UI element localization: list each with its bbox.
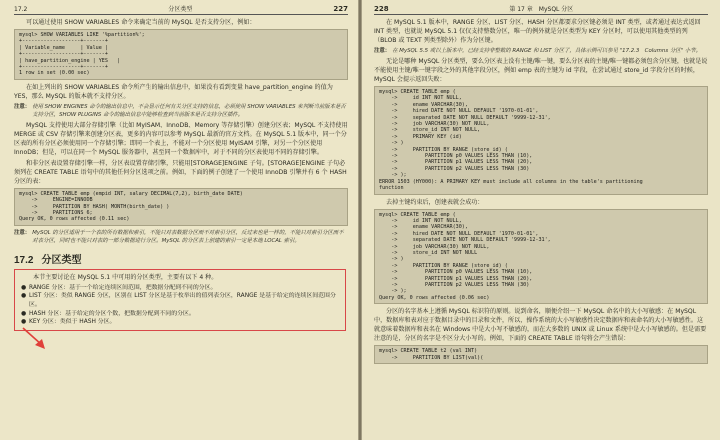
list-item — [21, 310, 341, 319]
right-paragraph-1: 在 MySQL 5.1 版本中，RANGE 分区、LIST 分区、HASH 分区都要求分区键必须是 INT 类型，或者通过表达式返回 INT 类型，也就说 MySQL 5.1 仅仅支持整数分区，唯一的例外就是分区类型为 KEY 分区时，可以使用其他类型的列（BLOB 或 TEXT 列类型除外）作为分区键。 — [374, 19, 701, 44]
note-text: MySQL 的分区适用于一个表的所有数据和索引，不能只对表数据分区而不对索引分区，反过来也是一样的，不能只对索引分区而不对表分区，同时也不能只对表的一部分数据进行分区。MySQL 的分区表上创建的索引一定是本地 LOCAL 索引。 — [32, 229, 344, 244]
note-text: 在 MySQL 5.5 或以上版本中，已经支持非整数的 RANGE 和 LIST 分区了，具体示例可以参见 "17.2.3 Columns 分区" 小节。 — [392, 48, 701, 54]
left-page — [0, 0, 358, 440]
left-code-create-emp: mysql> CREATE TABLE emp (empid INT, salary DECIMAL(7,2), birth_date DATE) -> ENGINE=INNODB -> PARTITION BY HASH( MONTH(birth_date) ) -> PARTITIONS 6; Query OK, 0 rows affected (0.11 sec) — [14, 188, 348, 226]
bullet-icon: ● — [21, 319, 27, 326]
partition-type-list — [21, 284, 341, 327]
bullet-text: LIST 分区：类似 RANGE 分区，区别在 LIST 分区是基于枚举出的值列表分区，RANGE 是基于给定的连续区间范围分区。 — [29, 293, 336, 309]
left-note-2 — [14, 229, 348, 245]
section-heading — [14, 251, 348, 266]
note-text: 使用 SHOW ENGINES 命令的输出信息中，不会显示任何有关分区支持的信息，必须使用 SHOW VARIABLES 来判断当前版本是否支持分区，SHOW PLUGINS 命令的输出信息中能够检查到当前版本是否支持分区插件。 — [32, 103, 346, 118]
left-code-show-variables: mysql> SHOW VARIABLES LIKE '%partition%'; +-------------------+-------+ | Variable_name | Value | +-------------------+-------+ | have_partition_engine | YES | +-------------------+-------+ 1 row in set (0.00 sec) — [14, 29, 348, 80]
left-paragraph-2: 在如上列出的 SHOW VARIABLES 命令所产生的输出信息中，如果没有看到变量 have_partition_engine 的值为 YES，那么 MySQL 的版本就不支持分区。 — [14, 83, 333, 100]
right-running-head — [374, 4, 708, 15]
section-number: 17.2 — [14, 254, 34, 266]
left-page-number: 227 — [333, 5, 348, 13]
note-label: 注意： — [14, 229, 31, 236]
right-page — [362, 0, 720, 440]
left-head-title: 分区类型 — [168, 6, 193, 13]
right-code-error-example: mysql> CREATE TABLE emp ( -> id INT NOT NULL, -> ename VARCHAR(30), -> hired DATE NOT NULL DEFAULT '1970-01-01', -> separated DATE NOT NULL DEFAULT '9999-12-31', -> job VARCHAR(30) NOT NULL, -> store_id INT NOT NULL, -> PRIMARY KEY (id) -> ) -> PARTITION BY RANGE (store_id) ( -> PARTITION p0 VALUES LESS THAN (10), -> PARTITION p1 VALUES LESS THAN (20), -> PARTITION p2 VALUES LESS THAN (30) -> ); ERROR 1503 (HY000): A PRIMARY KEY must include all columns in the table's partitioning function — [374, 86, 708, 195]
section-title: 分区类型 — [41, 254, 82, 266]
right-note — [374, 47, 708, 55]
right-head-title: 第 17 章 MySQL 分区 — [509, 6, 574, 13]
bullet-text: HASH 分区：基于给定的分区个数，把数据分配到不同的分区。 — [29, 310, 195, 317]
bullet-icon: ● — [21, 284, 27, 291]
highlight-box — [14, 269, 346, 331]
left-paragraph-4: 和非分区表设置存储引擎一样，分区表设置存储引擎，只能用[STORAGE]ENGINE 子句。[STORAGE]ENGINE 子句必须列在 CREATE TABLE 语句中的其他任何分区选项之前。例如，下面的例子创建了一个使用 InnoDB 引擎并有 6 个 HASH 分区的表： — [14, 159, 347, 185]
right-code-success-example: mysql> CREATE TABLE emp ( -> id INT NOT NULL, -> ename VARCHAR(30), -> hired DATE NOT NULL DEFAULT '1970-01-01', -> separated DATE NOT NULL DEFAULT '9999-12-31', -> job VARCHAR(30) NOT NULL, -> store_id INT NOT NULL -> ) -> PARTITION BY RANGE (store_id) ( -> PARTITION p0 VALUES LESS THAN (10), -> PARTITION p1 VALUES LESS THAN (20), -> PARTITION p2 VALUES LESS THAN (30) -> ); Query OK, 0 rows affected (0.06 sec) — [374, 209, 708, 305]
left-head-section: 17.2 — [14, 6, 28, 13]
note-label: 注意： — [14, 103, 31, 110]
list-item — [21, 318, 341, 327]
right-paragraph-2: 无论是哪种 MySQL 分区类型，要么分区表上没有主键/唯一键，要么分区表的主键/唯一键都必须包含分区键，也就是说不能使用主键/唯一键字段之外的其他字段分区，例如 emp 表的主键为 id 字段，在尝试通过 store_id 字段分区的时候，MySQL 会提示返回失败： — [374, 58, 708, 83]
box-intro: 本节主要讨论在 MySQL 5.1 中可用的分区类型，主要有以下 4 种。 — [33, 273, 218, 281]
bullet-text: RANGE 分区：基于一个给定连续区间范围，把数据分配到不同的分区。 — [29, 284, 217, 291]
right-paragraph-4: 分区的名字基本上遵循 MySQL 标识符的原则。说到命名，顺便介绍一下 MySQL 命名中的大小写敏感：在 MySQL 中，数据库和表对应于数据目录中的目录和文件，所以，操作系统的大小写敏感性决定数据库和表命名的大小写敏感性。这就意味着数据库和表名在 Windows 中是大小写不敏感的，而在大多数的 UNIX 或 Linux 系统中是大小写敏感的。但是需要注意的是，分区的名字是不区分大小写的。例如，下面的 CREATE TABLE 语句将会产生错误： — [374, 308, 707, 343]
right-code-list-example: mysql> CREATE TABLE t2 (val INT) -> PARTITION BY LIST(val)( — [374, 345, 708, 364]
right-page-number: 228 — [374, 5, 389, 13]
left-paragraph-3: MySQL 支持使用大部分存储引擎（比如 MyISAM、InnoDB、Memory 等存储引擎）创建分区表；MySQL 不支持使用 MERGE 或 CSV 存储引擎来创建分区表，更多的内容可以参考 MySQL 最新的官方文档。在 MySQL 5.1 版本中，同一个分区表的所有分区必须使用同一个存储引擎；即同一个表上，不能对一个分区使用 MyISAM 引擎，对另一个分区使用 InnoDB；但是，可以在同一个 MySQL 服务器中，甚至同一个数据库中，对于不同的分区表使用不同的存储引擎。 — [14, 121, 348, 156]
list-item — [21, 292, 341, 309]
left-note-1 — [14, 103, 348, 119]
left-paragraph-1: 可以通过使用 SHOW VARIABLES 命令来确定当前的 MySQL 是否支持分区，例如： — [26, 19, 256, 26]
bullet-icon: ● — [21, 293, 27, 300]
red-arrow-icon — [20, 326, 50, 352]
left-running-head — [14, 4, 348, 15]
bullet-text: KEY 分区：类似于 HASH 分区。 — [29, 319, 116, 326]
list-item — [21, 284, 341, 293]
right-paragraph-3: 去掉主键约束后，创建表就会成功： — [386, 198, 484, 206]
bullet-icon: ● — [21, 310, 27, 317]
note-label: 注意： — [374, 48, 391, 54]
